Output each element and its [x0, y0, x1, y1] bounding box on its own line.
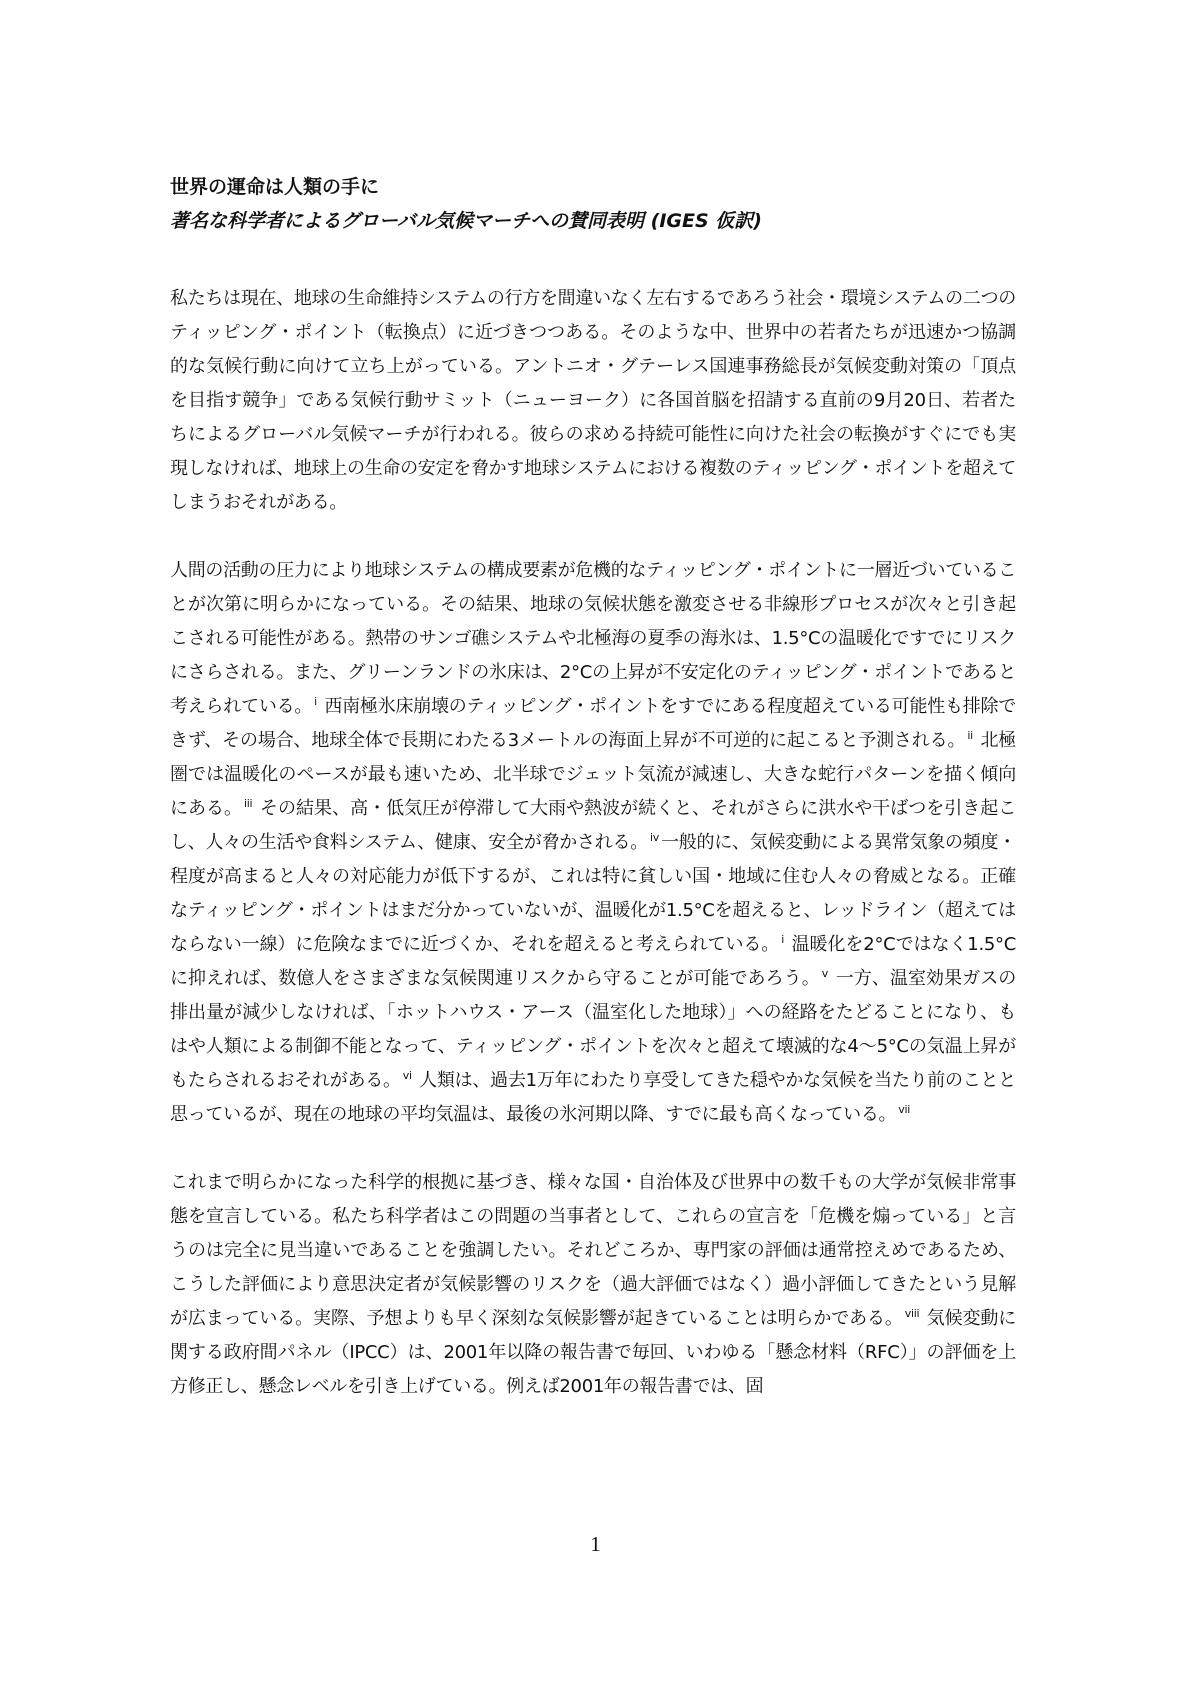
footnote-reference[interactable]: vi [402, 1069, 412, 1082]
page-number: 1 [590, 1532, 601, 1556]
footnote-reference[interactable]: iii [244, 797, 253, 810]
document-header [170, 170, 1020, 238]
footnote-reference[interactable]: iv [650, 831, 659, 844]
body-paragraph [170, 282, 1016, 520]
paragraph-text: 気候変動に関する政府間パネル（IPCC）は、2001年以降の報告書で毎回、いわゆる「懸念材料（RFC）」の評価を上方修正し、懸念レベルを引き上げている。例えば2001年の報告書では、固 [170, 1308, 1016, 1397]
footnote-reference[interactable]: vii [898, 1103, 910, 1116]
paragraph-text: 一方、温室効果ガスの排出量が減少しなければ、「ホットハウス・アース（温室化した地球）」への経路をたどることになり、もはや人類による制御不能となって、ティッピング・ポイントを次々と超えて壊滅的な4～5°Cの気温上昇がもたらされるおそれがある。 [170, 968, 1016, 1091]
footnote-reference[interactable]: v [821, 967, 828, 980]
paragraph-text: その結果、高・低気圧が停滞して大雨や熱波が続くと、それがさらに洪水や干ばつを引き起こし、人々の生活や食料システム、健康、安全が脅かされる。 [170, 798, 1016, 853]
document-title: 世界の運命は人類の手に [170, 176, 380, 198]
body-paragraph [170, 554, 1016, 1132]
footnote-reference[interactable]: viii [904, 1307, 920, 1320]
paragraph-text: 一般的に、気候変動による異常気象の頻度・程度が高まると人々の対応能力が低下するが、これは特に貧しい国・地域に住む人々の脅威となる。正確なティッピング・ポイントはまだ分かっていないが、温暖化が1.5°Cを超えると、レッドライン（超えてはならない一線）に危険なまでに近づくか、それを超えると考えられている。 [170, 832, 1016, 955]
footnote-reference[interactable]: i [314, 695, 317, 708]
paragraph-text: 温暖化を2°Cではなく1.5°Cに抑えれば、数億人をさまざまな気候関連リスクから守ることが可能であろう。 [170, 934, 1017, 989]
document-subtitle: 著名な科学者によるグローバル気候マーチへの賛同表明 (IGES 仮訳) [170, 210, 762, 232]
footnote-reference[interactable]: i [781, 933, 784, 946]
paragraph-text: 人間の活動の圧力により地球システムの構成要素が危機的なティッピング・ポイントに一層近づいていることが次第に明らかになっている。その結果、地球の気候状態を激変させる非線形プロセスが次々と引き起こされる可能性がある。熱帯のサンゴ礁システムや北極海の夏季の海氷は、1.5°Cの温暖化ですでにリスクにさらされる。また、グリーンランドの氷床は、2°Cの上昇が不安定化のティッピング・ポイントであると考えられている。 [170, 560, 1016, 717]
paragraph-text: 西南極氷床崩壊のティッピング・ポイントをすでにある程度超えている可能性も排除できず、その場合、地球全体で長期にわたる3メートルの海面上昇が不可逆的に起こると予測される。 [170, 696, 1016, 751]
paragraph-text: 私たちは現在、地球の生命維持システムの行方を間違いなく左右するであろう社会・環境システムの二つのティッピング・ポイント（転換点）に近づきつつある。そのような中、世界中の若者たちが迅速かつ協調的な気候行動に向けて立ち上がっている。アントニオ・グテーレス国連事務総長が気候変動対策の「頂点を目指す競争」である気候行動サミット（ニューヨーク）に各国首脳を招請する直前の9月20日、若者たちによるグローバル気候マーチが行われる。彼らの求める持続可能性に向けた社会の転換がすぐにでも実現しなければ、地球上の生命の安定を脅かす地球システムにおける複数のティッピング・ポイントを超えてしまうおそれがある。 [170, 288, 1016, 513]
paragraph-text: 北極圏では温暖化のペースが最も速いため、北半球でジェット気流が減速し、大きな蛇行パターンを描く傾向にある。 [170, 730, 1017, 819]
footnote-reference[interactable]: ii [967, 729, 973, 742]
paragraph-text: 人類は、過去1万年にわたり享受してきた穏やかな気候を当たり前のことと思っているが、現在の地球の平均気温は、最後の氷河期以降、すでに最も高くなっている。 [170, 1070, 1017, 1125]
paragraph-text: これまで明らかになった科学的根拠に基づき、様々な国・自治体及び世界中の数千もの大学が気候非常事態を宣言している。私たち科学者はこの問題の当事者として、これらの宣言を「危機を煽っている」と言うのは完全に見当違いであることを強調したい。それどころか、専門家の評価は通常控えめであるため、こうした評価により意思決定者が気候影響のリスクを（過大評価ではなく）過小評価してきたという見解が広まっている。実際、予想よりも早く深刻な気候影響が起きていることは明らかである。 [170, 1172, 1016, 1329]
body-paragraph [170, 1166, 1016, 1404]
document-body [170, 282, 1016, 1438]
